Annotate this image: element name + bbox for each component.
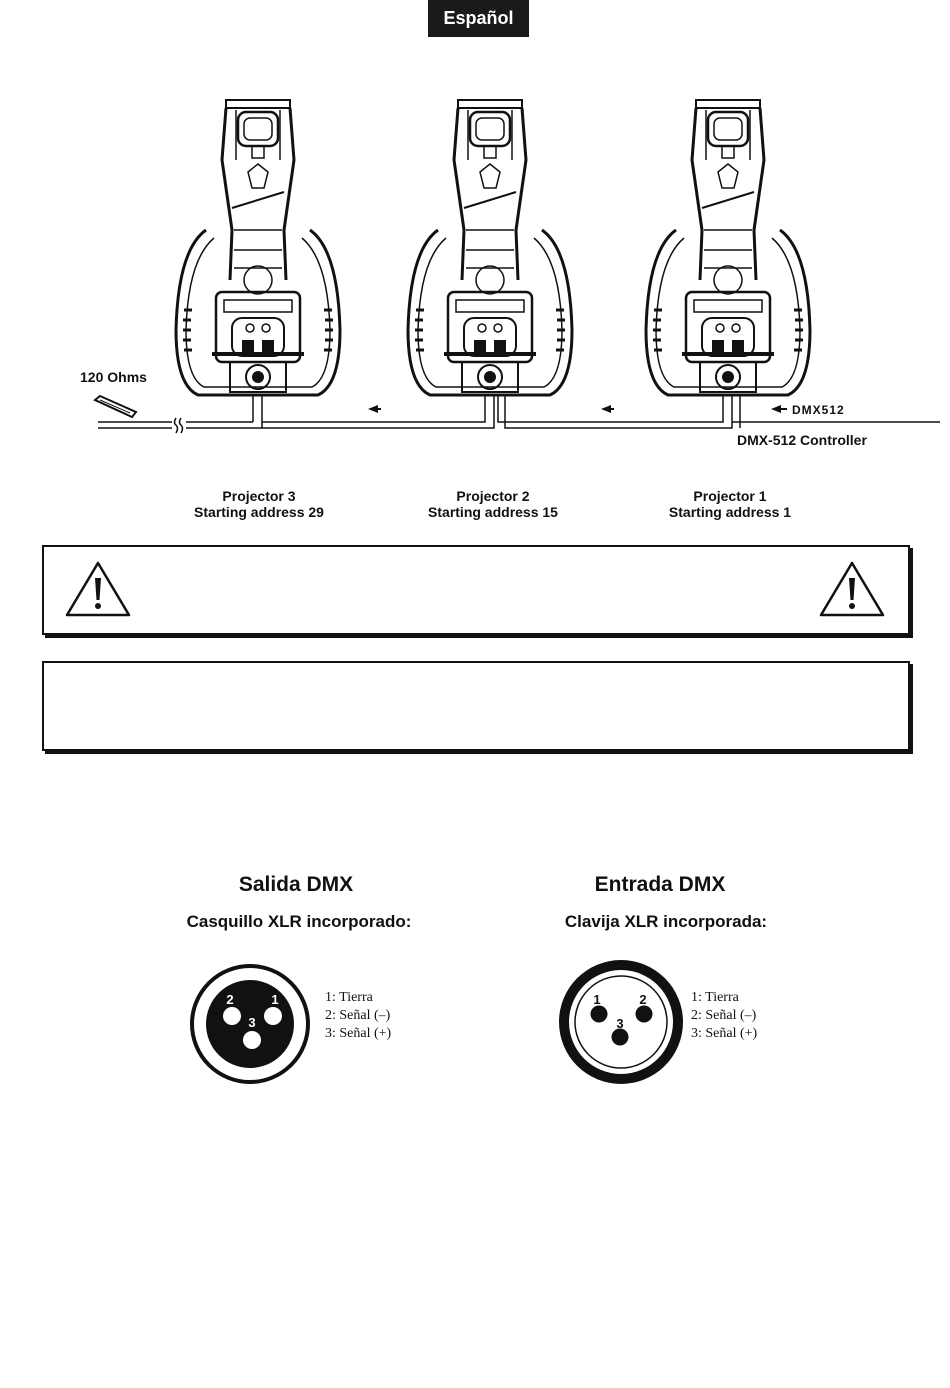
- pin-label: 3: Señal (+): [325, 1026, 392, 1041]
- note-box: [42, 661, 910, 751]
- projector-address: Starting address 1: [668, 504, 792, 520]
- pin-number: 1: [271, 992, 279, 1007]
- projector-2-caption: [393, 488, 593, 520]
- projector-name: Projector 2: [456, 488, 530, 504]
- pin-label: 3: Señal (+): [691, 1026, 758, 1041]
- projector-name: Projector 3: [222, 488, 296, 504]
- controller-label: DMX-512 Controller: [737, 432, 867, 448]
- terminator-plug-icon: [95, 396, 136, 417]
- projector-1-illustration: [646, 100, 810, 395]
- xlr-socket-icon: [188, 962, 312, 1086]
- output-title: Salida DMX: [238, 873, 354, 896]
- projector-address: Starting address 29: [194, 504, 324, 520]
- projector-1-caption: [630, 488, 830, 520]
- terminator-label: 120 Ohms: [80, 369, 147, 385]
- pin-label: 2: Señal (–): [691, 1008, 757, 1023]
- pin-label: 1: Tierra: [691, 990, 739, 1005]
- dmx-wiring-diagram: [0, 0, 950, 470]
- input-subtitle: Clavija XLR incorporada:: [564, 912, 768, 931]
- pin-number: 2: [639, 992, 647, 1007]
- pin-label: 2: Señal (–): [325, 1008, 391, 1023]
- warning-triangle-icon: [64, 560, 132, 618]
- signal-direction-arrows: [368, 405, 787, 413]
- xlr-plug-icon: [557, 958, 685, 1086]
- projector-3-illustration: [176, 100, 340, 395]
- warning-box: [42, 545, 910, 635]
- pin-number: 3: [248, 1015, 256, 1030]
- pin-number: 1: [593, 992, 601, 1007]
- language-tab: Español: [428, 0, 529, 37]
- projector-3-caption: [159, 488, 359, 520]
- warning-triangle-icon: [818, 560, 886, 618]
- pin-number: 3: [616, 1016, 624, 1031]
- output-subtitle: Casquillo XLR incorporado:: [186, 912, 412, 931]
- dmx-input-label: DMX512: [792, 403, 845, 417]
- output-pin-list: [325, 989, 391, 1043]
- projector-2-illustration: [408, 100, 572, 395]
- pin-label: 1: Tierra: [325, 990, 373, 1005]
- input-title: Entrada DMX: [594, 873, 726, 896]
- pin-number: 2: [226, 992, 234, 1007]
- input-pin-list: [691, 989, 757, 1043]
- projector-address: Starting address 15: [428, 504, 558, 520]
- projector-name: Projector 1: [693, 488, 767, 504]
